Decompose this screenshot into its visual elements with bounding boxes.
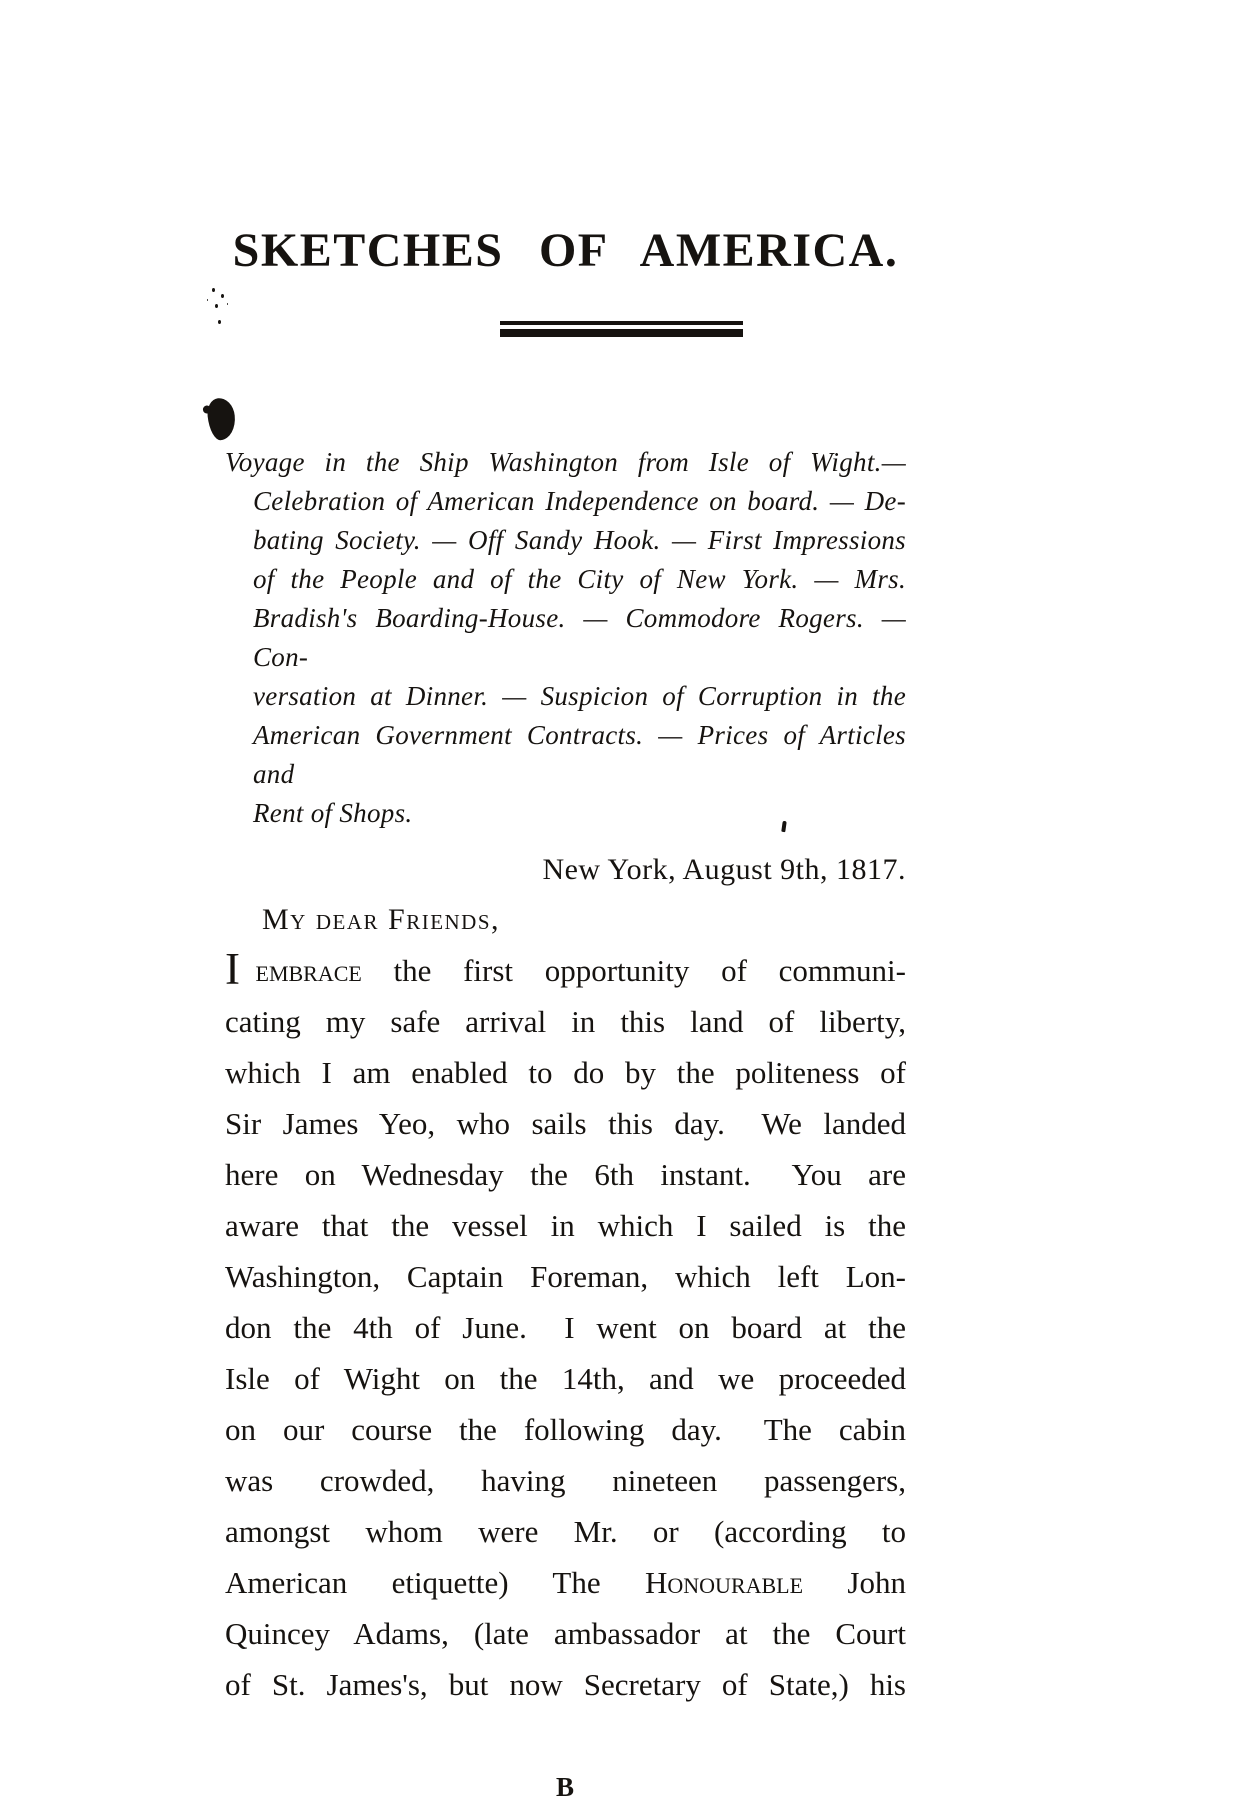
dateline-row <box>225 851 906 889</box>
page-signature: B <box>555 1772 575 1802</box>
body-line: cating my safe arrival in this land of liberty, <box>225 1004 906 1039</box>
body-line: which I am enabled to do by the politeness of <box>225 1055 906 1090</box>
summary-line: bating Society. — Off Sandy Hook. — First Impressions <box>253 525 906 555</box>
body-line: here on Wednesday the 6th instant. You are <box>225 1157 906 1192</box>
salutation: My dear Friends, <box>262 903 501 936</box>
summary-line: Rent of Shops. <box>253 798 413 828</box>
chapter-summary <box>225 443 906 833</box>
body-line: Washington, Captain Foreman, which left Lon- <box>225 1259 906 1294</box>
letter-body <box>225 945 906 1710</box>
body-line: I embrace the first opportunity of communi- <box>225 944 906 994</box>
summary-line: American Government Contracts. — Prices of Articles and <box>253 720 906 789</box>
chapter-title: SKETCHES OF AMERICA. <box>232 224 899 277</box>
body-line: aware that the vessel in which I sailed is the <box>225 1208 906 1243</box>
body-line: don the 4th of June. I went on board at the <box>225 1310 906 1345</box>
body-line: of St. James's, but now Secretary of State,) his <box>225 1667 906 1702</box>
summary-line: of the People and of the City of New York. — Mrs. <box>253 564 906 594</box>
title-divider-rule <box>500 321 743 337</box>
ink-speckle <box>212 288 215 292</box>
summary-line: Voyage in the Ship Washington from Isle of Wight.— <box>225 447 906 477</box>
summary-line: Bradish's Boarding-House. — Commodore Rogers. — Con- <box>253 603 906 672</box>
body-line: on our course the following day. The cabin <box>225 1412 906 1447</box>
dateline: New York, August 9th, 1817. <box>542 853 906 886</box>
text-column <box>225 0 906 1803</box>
summary-line: Celebration of American Independence on board. — De- <box>253 486 906 516</box>
body-line: Sir James Yeo, who sails this day. We landed <box>225 1106 906 1141</box>
body-line: was crowded, having nineteen passengers, <box>225 1463 906 1498</box>
body-line: American etiquette) The Honourable John <box>225 1565 906 1600</box>
body-line: Quincey Adams, (late ambassador at the Court <box>225 1616 906 1651</box>
body-line: amongst whom were Mr. or (according to <box>225 1514 906 1549</box>
summary-line: versation at Dinner. — Suspicion of Corruption in the <box>253 681 906 711</box>
body-line: Isle of Wight on the 14th, and we proceeded <box>225 1361 906 1396</box>
